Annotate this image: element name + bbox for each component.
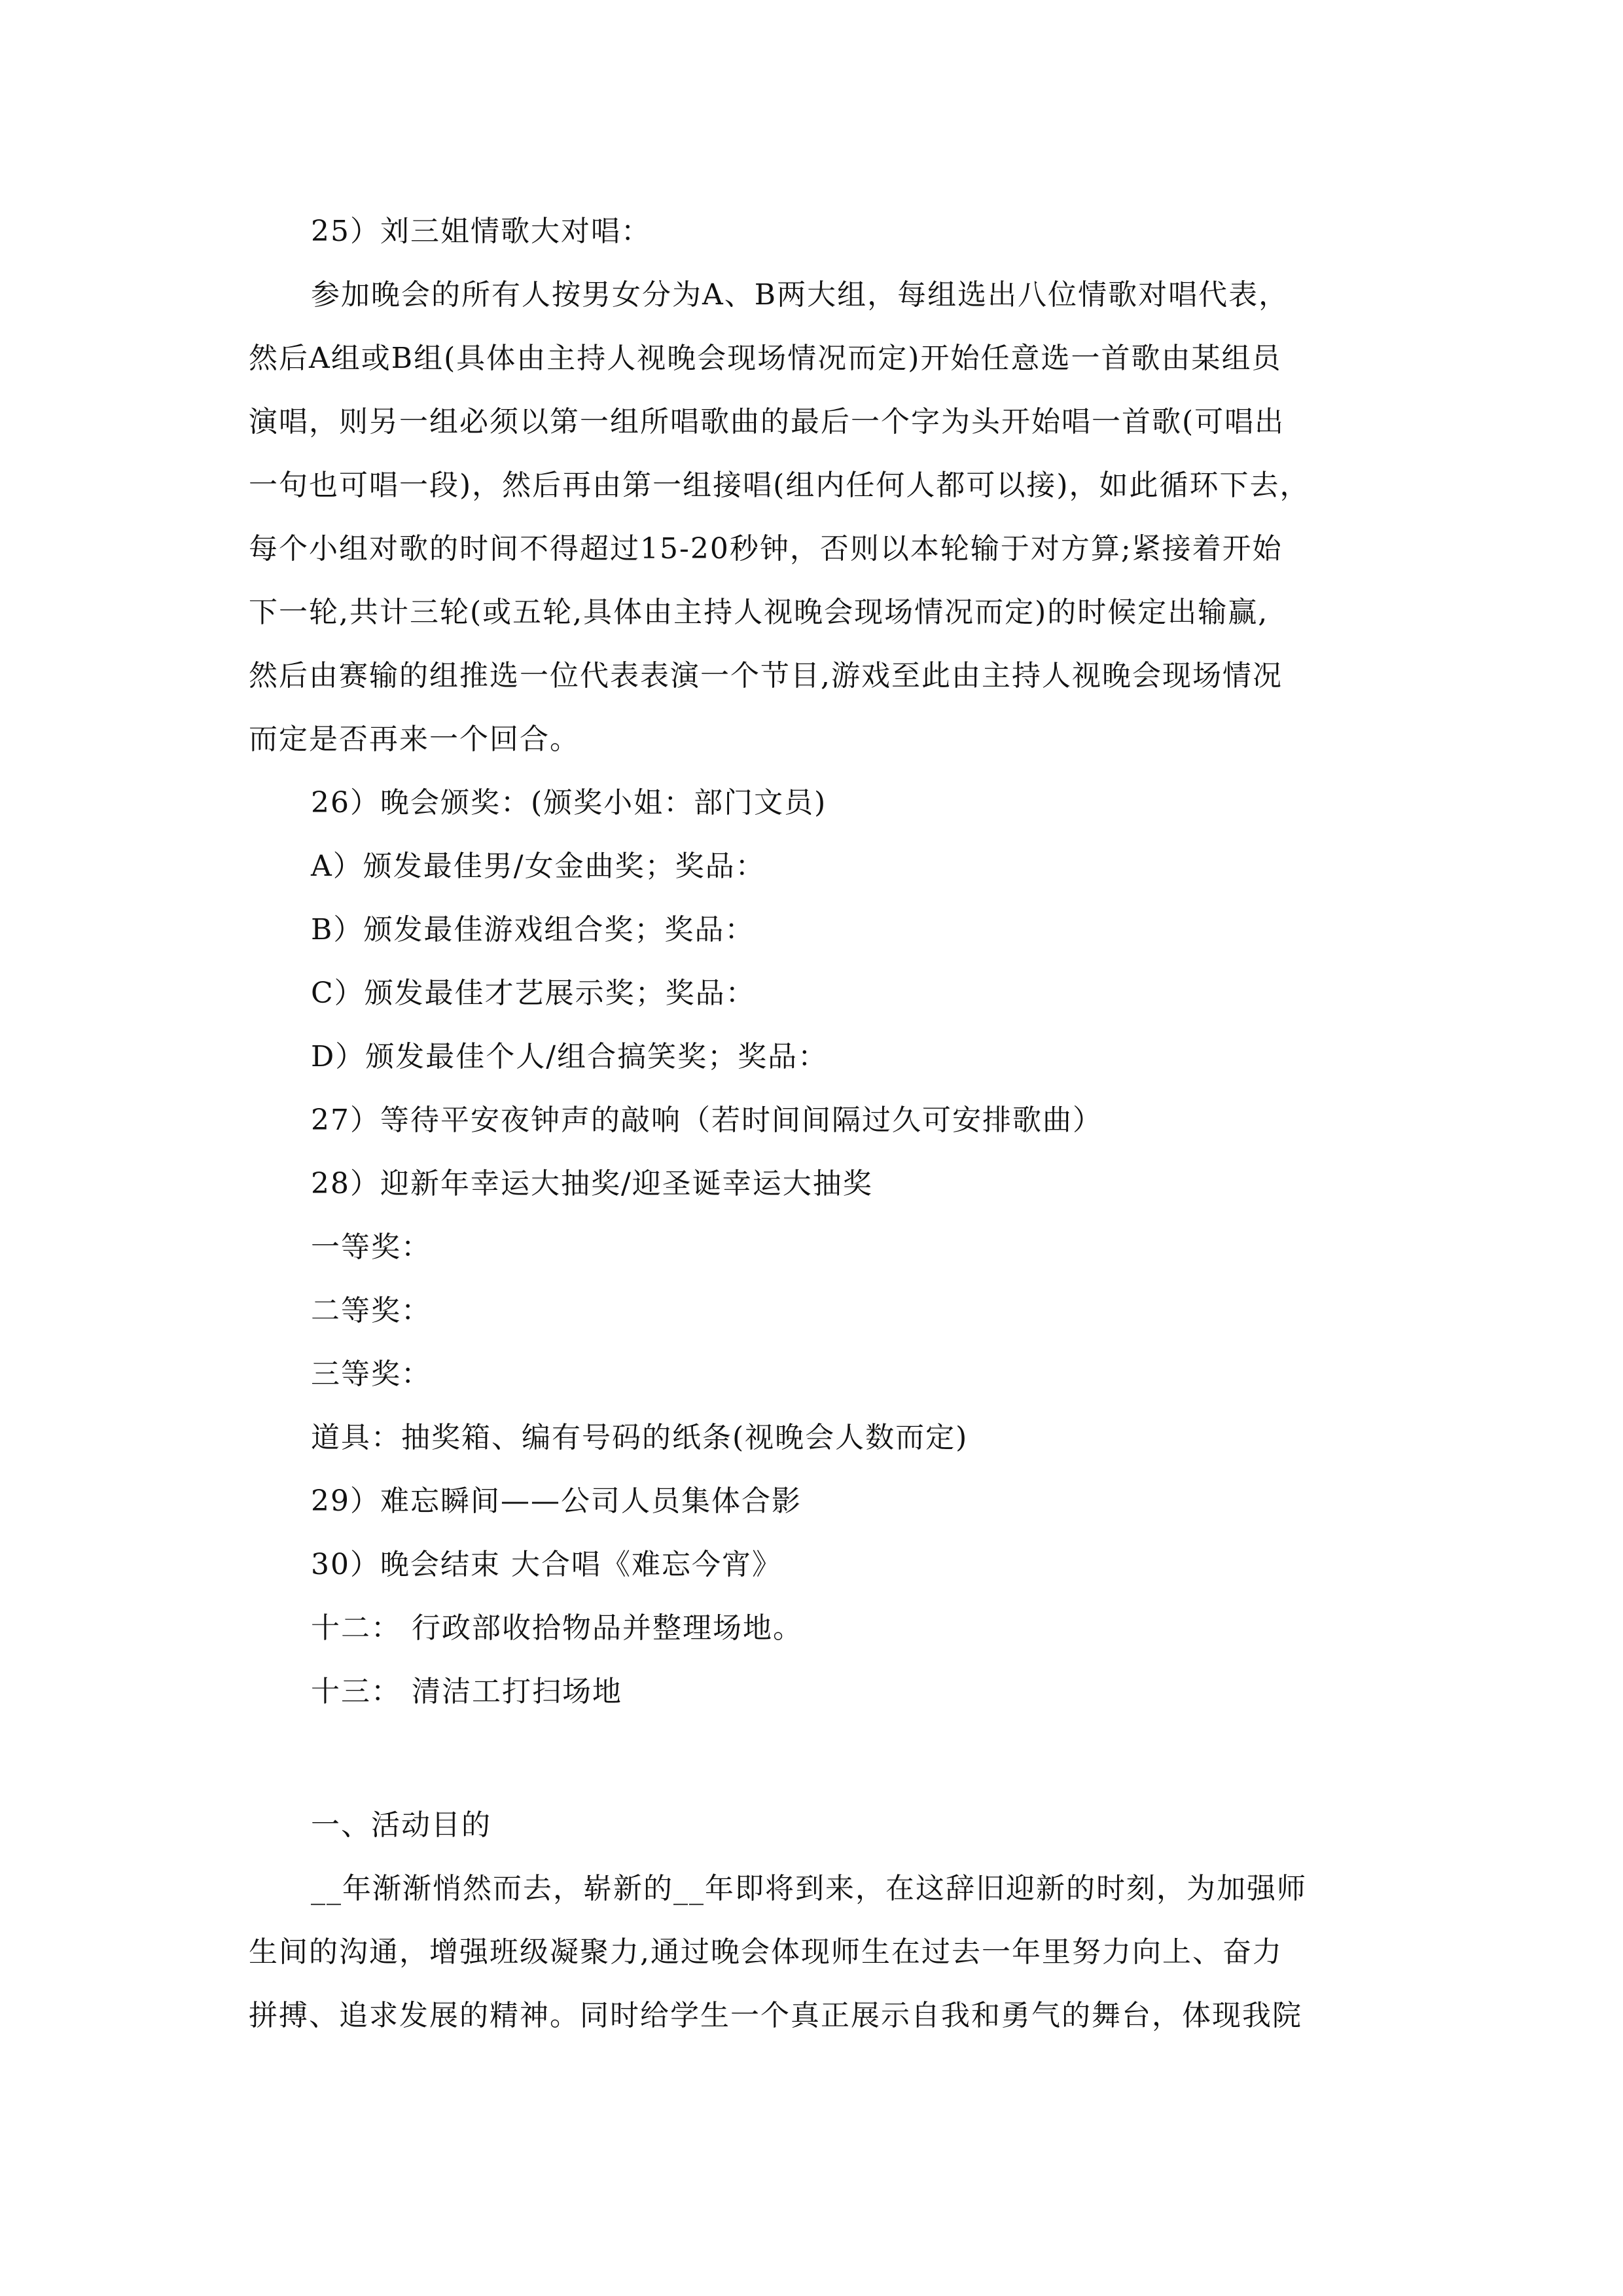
- item-award-c: C）颁发最佳才艺展示奖；奖品：: [311, 977, 756, 1010]
- paragraph-line: 生间的沟通，增强班级凝聚力,通过晚会体现师生在过去一年里努力向上、奋力: [249, 1935, 1283, 1969]
- item-thirteen: 十三： 清洁工打扫场地: [311, 1675, 622, 1708]
- paragraph-line: 然后A组或B组(具体由主持人视晚会现场情况而定)开始任意选一首歌由某组员: [249, 342, 1282, 375]
- item-29: 29）难忘瞬间——公司人员集体合影: [311, 1484, 802, 1518]
- item-award-b: B）颁发最佳游戏组合奖；奖品：: [311, 913, 755, 946]
- paragraph-line: 参加晚会的所有人按男女分为A、B两大组，每组选出八位情歌对唱代表，: [311, 278, 1289, 312]
- paragraph-line: 一句也可唱一段)，然后再由第一组接唱(组内任何人都可以接)，如此循环下去，: [249, 469, 1310, 502]
- item-30: 30）晚会结束 大合唱《难忘今宵》: [311, 1548, 782, 1581]
- item-heading-25: 25）刘三姐情歌大对唱：: [311, 215, 651, 248]
- paragraph-line: 下一轮,共计三轮(或五轮,具体由主持人视晚会现场情况而定)的时候定出输赢,: [249, 596, 1269, 629]
- prize-third: 三等奖：: [311, 1357, 431, 1391]
- item-award-d: D）颁发最佳个人/组合搞笑奖；奖品：: [311, 1040, 829, 1073]
- paragraph-line: 而定是否再来一个回合。: [249, 723, 580, 756]
- item-28: 28）迎新年幸运大抽奖/迎圣诞幸运大抽奖: [311, 1167, 873, 1200]
- paragraph-line: 每个小组对歌的时间不得超过15-20秒钟，否则以本轮输于对方算;紧接着开始: [249, 532, 1283, 565]
- prize-second: 二等奖：: [311, 1294, 431, 1327]
- item-award-a: A）颁发最佳男/女金曲奖；奖品：: [311, 850, 766, 883]
- paragraph-line: __年渐渐悄然而去，崭新的__年即将到来，在这辞旧迎新的时刻，为加强师: [311, 1872, 1307, 1905]
- props-line: 道具：抽奖箱、编有号码的纸条(视晚会人数而定): [311, 1421, 969, 1454]
- section-lyrics-contest: [249, 200, 1381, 1723]
- item-26-awards: 26）晚会颁奖：(颁奖小姐：部门文员): [311, 786, 827, 819]
- section-activity-purpose: [249, 1793, 1381, 2047]
- paragraph-line: 然后由赛输的组推选一位代表表演一个节目,游戏至此由主持人视晚会现场情况: [249, 659, 1283, 692]
- paragraph-line: 拼搏、追求发展的精神。同时给学生一个真正展示自我和勇气的舞台，体现我院: [249, 1999, 1302, 2032]
- section-heading: 一、活动目的: [311, 1808, 491, 1842]
- paragraph-line: 演唱，则另一组必须以第一组所唱歌曲的最后一个字为头开始唱一首歌(可唱出: [249, 405, 1285, 439]
- prize-first: 一等奖：: [311, 1230, 431, 1264]
- item-twelve: 十二： 行政部收拾物品并整理场地。: [311, 1611, 803, 1645]
- item-27: 27）等待平安夜钟声的敲响（若时间间隔过久可安排歌曲）: [311, 1103, 1103, 1137]
